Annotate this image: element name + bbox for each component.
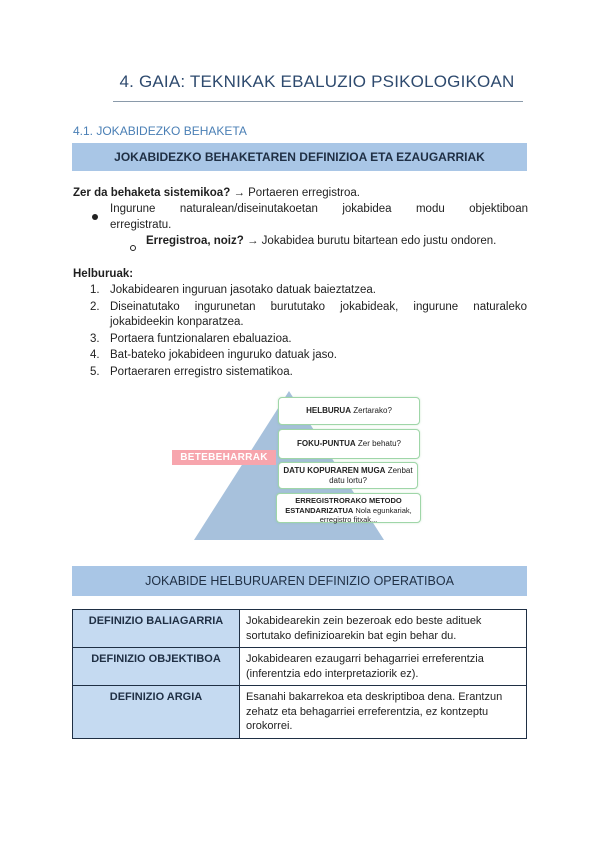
diagram-card-data-limit xyxy=(278,462,418,489)
question-label: Zer da behaketa sistemikoa? xyxy=(73,187,231,199)
table-key: DEFINIZIO ARGIA xyxy=(73,686,240,739)
question-answer: → Portaeren erregistroa. xyxy=(233,187,360,199)
card-title: DATU KOPURAREN MUGA xyxy=(283,466,386,475)
section-band-operational: JOKABIDE HELBURUAREN DEFINIZIO OPERATIBOA xyxy=(72,566,527,596)
list-number: 3. xyxy=(90,332,100,345)
goals-list xyxy=(90,283,527,380)
card-text: Zer behatu? xyxy=(355,439,402,448)
list-item xyxy=(90,365,527,381)
card-title: FOKU-PUNTUA xyxy=(296,439,356,448)
table-value: Jokabidearen ezaugarri behagarriei erreferentzia (inferentzia edo interpretaziorik ez). xyxy=(240,648,527,686)
list-text xyxy=(110,300,527,331)
page-title: 4. GAIA: TEKNIKAK EBALUZIO PSIKOLOGIKOAN xyxy=(119,72,515,91)
question-line xyxy=(73,186,528,201)
bullet-icon xyxy=(92,207,98,225)
diagram-card-method xyxy=(276,493,421,523)
list-text: Jokabidearen inguruan jasotako datuak baieztatzea. xyxy=(110,284,376,296)
goals-title: Helburuak: xyxy=(73,268,134,280)
bullet-text-line1: Ingurune naturalean/diseinutakoetan jokabidea modu objektiboan xyxy=(110,203,528,215)
list-text: Bat-bateko jokabideen inguruko datuak jaso. xyxy=(110,349,337,361)
list-item xyxy=(90,332,527,348)
section-heading: 4.1. JOKABIDEZKO BEHAKETA xyxy=(73,124,247,138)
card-text: Zenbat datu lortu? xyxy=(329,466,413,485)
list-text-line: jokabideekin konparatzea. xyxy=(110,316,244,328)
list-item xyxy=(90,300,527,331)
list-number: 4. xyxy=(90,349,100,361)
list-number: 5. xyxy=(90,365,100,378)
subbullet-label: Erregistroa, noiz? xyxy=(146,235,244,247)
table-row xyxy=(73,686,527,739)
list-text-line: Diseinatutako ingurunetan burututako jokabideak, ingurune naturaleko xyxy=(110,300,527,313)
list-item xyxy=(90,283,527,299)
diagram-card-focus xyxy=(278,429,420,459)
table-key: DEFINIZIO OBJEKTIBOA xyxy=(73,648,240,686)
table-row xyxy=(73,648,527,686)
diagram-card-goal xyxy=(278,397,420,425)
subbullet-line xyxy=(146,234,528,249)
table-value: Jokabidearekin zein bezeroak edo beste adituek sortutako definizioarekin bat egin behar du. xyxy=(240,610,527,648)
definitions-table xyxy=(72,609,527,739)
card-title: ERREGISTRORAKO METODO ESTANDARIZATUA xyxy=(285,496,402,515)
list-number: 2. xyxy=(90,300,100,313)
bullet-text-line2: erregistratu. xyxy=(110,219,172,231)
table-key: DEFINIZIO BALIAGARRIA xyxy=(73,610,240,648)
list-text: Portaera funtzionalaren ebaluazioa. xyxy=(110,332,292,345)
subbullet-answer: → Jokabidea burutu bitartean edo justu ondoren. xyxy=(246,235,497,247)
card-text: Zertarako? xyxy=(350,406,392,415)
card-text: Nola egunkariak, erregistro fitxak... xyxy=(319,505,412,524)
table-row xyxy=(73,610,527,648)
title-divider xyxy=(113,101,523,102)
list-number: 1. xyxy=(90,284,100,296)
list-text: Portaeraren erregistro sistematikoa. xyxy=(110,365,293,378)
card-title: HELBURUA xyxy=(306,406,351,415)
requirements-label: BETEBEHARRAK xyxy=(172,450,276,465)
hollow-bullet-icon xyxy=(130,238,136,256)
section-band-definition: JOKABIDEZKO BEHAKETAREN DEFINIZIOA ETA EZAUGARRIAK xyxy=(72,143,527,171)
table-value: Esanahi bakarrekoa eta deskriptiboa dena. Erantzun zehatz eta behagarriei erreferentzia, ez kontzeptu orokorrei. xyxy=(240,686,527,739)
list-item xyxy=(90,348,527,364)
